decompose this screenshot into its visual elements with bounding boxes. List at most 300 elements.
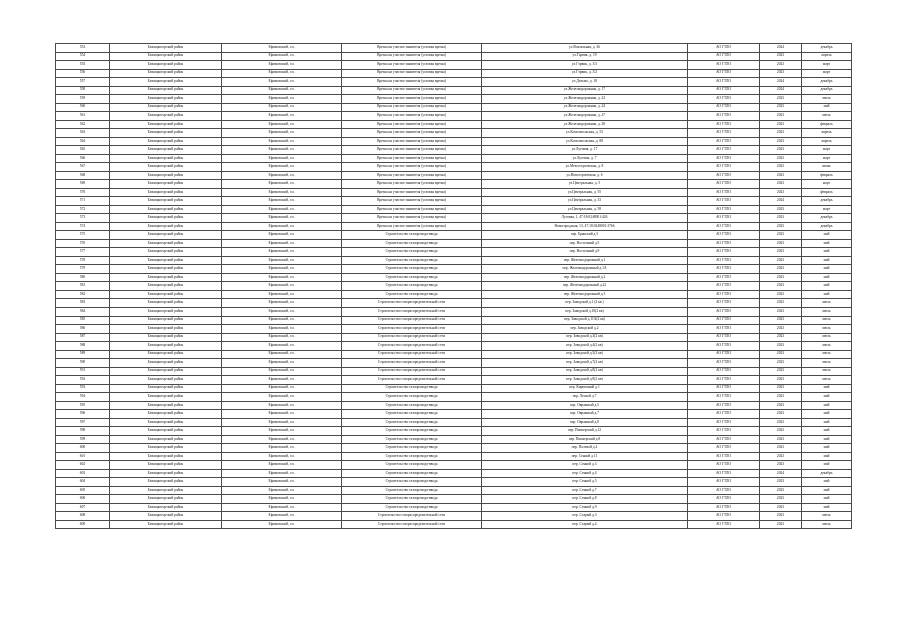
table-row [56, 376, 852, 385]
cell-district: Бежицкогорский район [110, 69, 222, 78]
table-row [56, 393, 852, 402]
cell-row-number: 605 [56, 486, 110, 495]
cell-month: июль [802, 359, 852, 368]
cell-year: 2023 [760, 180, 802, 189]
cell-district: Бежицкогорский район [110, 461, 222, 470]
cell-organization: АО ГТЛО [688, 214, 760, 223]
cell-year: 2023 [760, 120, 802, 129]
cell-address: ул.Гэрвик, д. 19 [482, 52, 688, 61]
table-row [56, 410, 852, 419]
cell-year: 2023 [760, 290, 802, 299]
cell-organization: АО ГТЛО [688, 299, 760, 308]
cell-address: пер. Овражный д.7 [482, 410, 688, 419]
cell-address: Луговая, 1, 47:18:0248001:426 [482, 214, 688, 223]
cell-settlement: Ефимовский, г.п. [222, 120, 342, 129]
cell-month: апрель [802, 137, 852, 146]
cell-district: Бежицкогорский район [110, 486, 222, 495]
cell-month: апрель [802, 52, 852, 61]
cell-month: март [802, 69, 852, 78]
table-body [56, 44, 852, 529]
cell-settlement: Ефимовский, г.п. [222, 103, 342, 112]
cell-year: 2024 [760, 197, 802, 206]
cell-month: февраль [802, 171, 852, 180]
table-row [56, 112, 852, 121]
cell-year: 2023 [760, 359, 802, 368]
cell-month: май [802, 103, 852, 112]
cell-district: Бежицкогорский район [110, 239, 222, 248]
cell-settlement: Ефимовский, г.п. [222, 512, 342, 521]
cell-settlement: Ефимовский, г.п. [222, 520, 342, 529]
cell-year: 2024 [760, 78, 802, 87]
cell-address: ул.Железнодорожная, д. 24 [482, 103, 688, 112]
cell-month: май [802, 486, 852, 495]
cell-month: июль [802, 367, 852, 376]
cell-row-number: 554 [56, 52, 110, 61]
cell-settlement: Ефимовский, г.п. [222, 248, 342, 257]
cell-district: Бежицкогорский район [110, 367, 222, 376]
cell-settlement: Ефимовский, г.п. [222, 469, 342, 478]
cell-work-type: Строительство газопровода-ввода [342, 461, 482, 470]
cell-work-type: Врезка на участке заявителя (угловая врезка) [342, 120, 482, 129]
cell-address: пер. Сенной д.9 [482, 503, 688, 512]
table-row [56, 299, 852, 308]
cell-organization: АО ГТЛО [688, 307, 760, 316]
table-row [56, 103, 852, 112]
cell-organization: АО ГТЛО [688, 461, 760, 470]
cell-work-type: Строительство газопровода-ввода [342, 248, 482, 257]
cell-work-type: Строительство газопровода-ввода [342, 384, 482, 393]
cell-settlement: Ефимовский, г.п. [222, 427, 342, 436]
cell-month: май [802, 435, 852, 444]
cell-settlement: Ефимовский, г.п. [222, 410, 342, 419]
table-row [56, 188, 852, 197]
cell-organization: АО ГТЛО [688, 520, 760, 529]
cell-month: февраль [802, 120, 852, 129]
cell-month: июль [802, 512, 852, 521]
cell-organization: АО ГТЛО [688, 478, 760, 487]
cell-organization: АО ГТЛО [688, 95, 760, 104]
cell-settlement: Ефимовский, г.п. [222, 61, 342, 70]
cell-district: Бежицкогорский район [110, 273, 222, 282]
cell-district: Бежицкогорский район [110, 248, 222, 257]
cell-settlement: Ефимовский, г.п. [222, 86, 342, 95]
cell-work-type: Строительство газопровода-ввода [342, 256, 482, 265]
cell-month: май [802, 290, 852, 299]
cell-month: май [802, 452, 852, 461]
cell-year: 2023 [760, 239, 802, 248]
cell-month: май [802, 427, 852, 436]
cell-row-number: 555 [56, 61, 110, 70]
cell-row-number: 570 [56, 188, 110, 197]
cell-district: Бежицкогорский район [110, 265, 222, 274]
cell-row-number: 573 [56, 214, 110, 223]
cell-month: декабрь [802, 86, 852, 95]
cell-month: май [802, 478, 852, 487]
cell-work-type: Строительство газопровода-ввода [342, 273, 482, 282]
cell-settlement: Ефимовский, г.п. [222, 307, 342, 316]
cell-row-number: 586 [56, 325, 110, 334]
cell-organization: АО ГТЛО [688, 435, 760, 444]
cell-address: пер. Сенной д.4 [482, 469, 688, 478]
cell-row-number: 606 [56, 495, 110, 504]
cell-month: декабрь [802, 214, 852, 223]
cell-month: май [802, 273, 852, 282]
cell-row-number: 572 [56, 205, 110, 214]
cell-work-type: Врезка на участке заявителя (угловая врезка) [342, 95, 482, 104]
cell-address: пер. Старый д.4 [482, 520, 688, 529]
cell-row-number: 595 [56, 401, 110, 410]
table-row [56, 520, 852, 529]
cell-work-type: Строительство газопровода-ввода [342, 239, 482, 248]
cell-row-number: 581 [56, 282, 110, 291]
cell-month: май [802, 265, 852, 274]
cell-year: 2023 [760, 171, 802, 180]
cell-year: 2023 [760, 146, 802, 155]
cell-settlement: Ефимовский, г.п. [222, 265, 342, 274]
cell-settlement: Ефимовский, г.п. [222, 112, 342, 121]
cell-settlement: Ефимовский, г.п. [222, 282, 342, 291]
cell-settlement: Ефимовский, г.п. [222, 367, 342, 376]
cell-year: 2023 [760, 486, 802, 495]
cell-year: 2023 [760, 222, 802, 231]
cell-row-number: 556 [56, 69, 110, 78]
table-row [56, 61, 852, 70]
cell-row-number: 598 [56, 427, 110, 436]
cell-row-number: 592 [56, 376, 110, 385]
cell-row-number: 601 [56, 452, 110, 461]
table-row [56, 129, 852, 138]
table-row [56, 163, 852, 172]
cell-row-number: 584 [56, 307, 110, 316]
cell-month: май [802, 282, 852, 291]
cell-month: май [802, 248, 852, 257]
cell-district: Бежицкогорский район [110, 103, 222, 112]
cell-work-type: Врезка на участке заявителя (угловая врезка) [342, 86, 482, 95]
cell-district: Бежицкогорский район [110, 435, 222, 444]
cell-month: май [802, 401, 852, 410]
cell-organization: АО ГТЛО [688, 325, 760, 334]
cell-organization: АО ГТЛО [688, 120, 760, 129]
cell-month: июль [802, 316, 852, 325]
cell-year: 2023 [760, 342, 802, 351]
cell-organization: АО ГТЛО [688, 197, 760, 206]
cell-row-number: 582 [56, 290, 110, 299]
cell-year: 2024 [760, 469, 802, 478]
cell-address: ул.Дельмо, д. 18 [482, 78, 688, 87]
cell-row-number: 566 [56, 154, 110, 163]
cell-organization: АО ГТЛО [688, 452, 760, 461]
cell-work-type: Врезка на участке заявителя (угловая врезка) [342, 222, 482, 231]
cell-month: декабрь [802, 78, 852, 87]
cell-year: 2023 [760, 435, 802, 444]
cell-settlement: Ефимовский, г.п. [222, 350, 342, 359]
cell-year: 2023 [760, 163, 802, 172]
cell-settlement: Ефимовский, г.п. [222, 290, 342, 299]
cell-row-number: 590 [56, 359, 110, 368]
cell-year: 2023 [760, 256, 802, 265]
cell-month: июль [802, 307, 852, 316]
cell-work-type: Строительство газораспределительной сети [342, 512, 482, 521]
table-row [56, 418, 852, 427]
cell-row-number: 561 [56, 112, 110, 121]
cell-settlement: Ефимовский, г.п. [222, 52, 342, 61]
cell-month: май [802, 239, 852, 248]
table-row [56, 146, 852, 155]
cell-work-type: Врезка на участке заявителя (угловая врезка) [342, 78, 482, 87]
cell-row-number: 602 [56, 461, 110, 470]
cell-work-type: Строительство газопровода-ввода [342, 393, 482, 402]
cell-work-type: Врезка на участке заявителя (угловая врезка) [342, 69, 482, 78]
cell-address: пер. Сенной д.5 [482, 478, 688, 487]
cell-year: 2023 [760, 503, 802, 512]
cell-month: декабрь [802, 222, 852, 231]
cell-year: 2023 [760, 410, 802, 419]
cell-settlement: Ефимовский, г.п. [222, 333, 342, 342]
cell-work-type: Врезка на участке заявителя (угловая врезка) [342, 154, 482, 163]
cell-work-type: Строительство газораспределительной сети [342, 367, 482, 376]
cell-settlement: Ефимовский, г.п. [222, 137, 342, 146]
cell-address: пер. Железнодорожный д.22 [482, 282, 688, 291]
cell-year: 2024 [760, 86, 802, 95]
cell-address: ул.Вокзальная, д. 36 [482, 44, 688, 53]
cell-organization: АО ГТЛО [688, 188, 760, 197]
cell-row-number: 607 [56, 503, 110, 512]
cell-district: Бежицкогорский район [110, 205, 222, 214]
cell-organization: АО ГТЛО [688, 171, 760, 180]
cell-address: ул.Комсомольская, д. 88 [482, 137, 688, 146]
cell-work-type: Строительство газопровода-ввода [342, 265, 482, 274]
cell-row-number: 597 [56, 418, 110, 427]
cell-address: пер. Сенной д.8 [482, 495, 688, 504]
cell-address: пер. Пионерский д.12 [482, 427, 688, 436]
cell-district: Бежицкогорский район [110, 290, 222, 299]
cell-work-type: Врезка на участке заявителя (угловая врезка) [342, 205, 482, 214]
cell-district: Бежицкогорский район [110, 214, 222, 223]
table-row [56, 273, 852, 282]
table-row [56, 469, 852, 478]
table-row [56, 495, 852, 504]
cell-district: Бежицкогорский район [110, 78, 222, 87]
cell-organization: АО ГТЛО [688, 129, 760, 138]
table-row [56, 478, 852, 487]
cell-month: май [802, 461, 852, 470]
cell-district: Бежицкогорский район [110, 359, 222, 368]
cell-organization: АО ГТЛО [688, 495, 760, 504]
cell-year: 2023 [760, 520, 802, 529]
table-row [56, 256, 852, 265]
cell-organization: АО ГТЛО [688, 256, 760, 265]
cell-district: Бежицкогорский район [110, 410, 222, 419]
cell-district: Бежицкогорский район [110, 452, 222, 461]
table-row [56, 333, 852, 342]
cell-year: 2023 [760, 316, 802, 325]
cell-organization: АО ГТЛО [688, 112, 760, 121]
cell-address: пер. Железнодорожный д.2 [482, 273, 688, 282]
cell-settlement: Ефимовский, г.п. [222, 376, 342, 385]
table-row [56, 307, 852, 316]
cell-row-number: 599 [56, 435, 110, 444]
cell-month: июль [802, 520, 852, 529]
cell-row-number: 575 [56, 231, 110, 240]
cell-work-type: Строительство газопровода-ввода [342, 418, 482, 427]
cell-work-type: Строительство газораспределительной сети [342, 359, 482, 368]
cell-district: Бежицкогорский район [110, 503, 222, 512]
cell-month: июль [802, 342, 852, 351]
cell-work-type: Врезка на участке заявителя (угловая врезка) [342, 137, 482, 146]
cell-district: Бежицкогорский район [110, 307, 222, 316]
table-row [56, 290, 852, 299]
cell-address: Новогородская, 13, 47:18:0248001:3766 [482, 222, 688, 231]
cell-organization: АО ГТЛО [688, 86, 760, 95]
cell-settlement: Ефимовский, г.п. [222, 197, 342, 206]
table-row [56, 367, 852, 376]
cell-month: декабрь [802, 197, 852, 206]
cell-work-type: Врезка на участке заявителя (угловая врезка) [342, 52, 482, 61]
cell-settlement: Ефимовский, г.п. [222, 325, 342, 334]
cell-organization: АО ГТЛО [688, 486, 760, 495]
cell-district: Бежицкогорский район [110, 520, 222, 529]
cell-year: 2023 [760, 307, 802, 316]
cell-address: ул.Новостроевская, д. 6 [482, 171, 688, 180]
cell-organization: АО ГТЛО [688, 359, 760, 368]
cell-year: 2023 [760, 248, 802, 257]
table-row [56, 214, 852, 223]
cell-year: 2023 [760, 214, 802, 223]
cell-row-number: 574 [56, 222, 110, 231]
cell-work-type: Строительство газопровода-ввода [342, 452, 482, 461]
cell-organization: АО ГТЛО [688, 393, 760, 402]
cell-settlement: Ефимовский, г.п. [222, 129, 342, 138]
cell-district: Бежицкогорский район [110, 427, 222, 436]
cell-settlement: Ефимовский, г.п. [222, 171, 342, 180]
cell-district: Бежицкогорский район [110, 316, 222, 325]
cell-district: Бежицкогорский район [110, 171, 222, 180]
cell-address: ул.Гэрвик, д. 3/3 [482, 61, 688, 70]
cell-address: пер. Овражный д.8 [482, 418, 688, 427]
cell-year: 2023 [760, 265, 802, 274]
cell-settlement: Ефимовский, г.п. [222, 478, 342, 487]
cell-settlement: Ефимовский, г.п. [222, 214, 342, 223]
cell-district: Бежицкогорский район [110, 180, 222, 189]
cell-district: Бежицкогорский район [110, 52, 222, 61]
cell-year: 2023 [760, 299, 802, 308]
table-row [56, 95, 852, 104]
cell-year: 2023 [760, 273, 802, 282]
cell-row-number: 565 [56, 146, 110, 155]
cell-address: ул.Железнодорожная, д. 28 [482, 120, 688, 129]
table-row [56, 197, 852, 206]
cell-year: 2023 [760, 384, 802, 393]
cell-district: Бежицкогорский район [110, 444, 222, 453]
cell-address: пер. Старый д.3 [482, 512, 688, 521]
cell-organization: АО ГТЛО [688, 103, 760, 112]
table-row [56, 222, 852, 231]
cell-address: пер. Сенной д.11 [482, 452, 688, 461]
cell-month: декабрь [802, 469, 852, 478]
cell-year: 2023 [760, 350, 802, 359]
cell-settlement: Ефимовский, г.п. [222, 44, 342, 53]
cell-address: пер. Железнодорожный д.1 [482, 256, 688, 265]
cell-district: Бежицкогорский район [110, 188, 222, 197]
cell-month: апрель [802, 129, 852, 138]
cell-organization: АО ГТЛО [688, 222, 760, 231]
cell-row-number: 609 [56, 520, 110, 529]
cell-work-type: Врезка на участке заявителя (угловая врезка) [342, 146, 482, 155]
cell-district: Бежицкогорский район [110, 512, 222, 521]
cell-organization: АО ГТЛО [688, 180, 760, 189]
cell-settlement: Ефимовский, г.п. [222, 418, 342, 427]
cell-year: 2023 [760, 495, 802, 504]
cell-month: май [802, 393, 852, 402]
cell-district: Бежицкогорский район [110, 61, 222, 70]
cell-settlement: Ефимовский, г.п. [222, 95, 342, 104]
cell-year: 2023 [760, 137, 802, 146]
cell-district: Бежицкогорский район [110, 256, 222, 265]
cell-organization: АО ГТЛО [688, 290, 760, 299]
schedule-table [55, 43, 852, 529]
table-row [56, 248, 852, 257]
cell-address: пер. Заводской д.2 [482, 325, 688, 334]
cell-settlement: Ефимовский, г.п. [222, 452, 342, 461]
cell-address: ул.Луговая, д. 7 [482, 154, 688, 163]
cell-work-type: Строительство газопровода-ввода [342, 410, 482, 419]
cell-work-type: Врезка на участке заявителя (угловая врезка) [342, 112, 482, 121]
cell-work-type: Строительство газопровода-ввода [342, 290, 482, 299]
cell-district: Бежицкогорский район [110, 376, 222, 385]
table-row [56, 265, 852, 274]
table-row [56, 44, 852, 53]
cell-row-number: 577 [56, 248, 110, 257]
cell-address: ул.Центральная, д. 55 [482, 188, 688, 197]
cell-row-number: 593 [56, 384, 110, 393]
cell-year: 2023 [760, 154, 802, 163]
cell-month: июль [802, 95, 852, 104]
cell-settlement: Ефимовский, г.п. [222, 393, 342, 402]
cell-work-type: Строительство газопровода-ввода [342, 503, 482, 512]
cell-work-type: Врезка на участке заявителя (угловая врезка) [342, 44, 482, 53]
cell-district: Бежицкогорский район [110, 154, 222, 163]
table-row [56, 120, 852, 129]
cell-address: пер. Овражный д.5 [482, 401, 688, 410]
table-row [56, 435, 852, 444]
cell-year: 2023 [760, 418, 802, 427]
cell-district: Бежицкогорский район [110, 120, 222, 129]
cell-organization: АО ГТЛО [688, 146, 760, 155]
cell-settlement: Ефимовский, г.п. [222, 69, 342, 78]
cell-district: Бежицкогорский район [110, 393, 222, 402]
cell-settlement: Ефимовский, г.п. [222, 435, 342, 444]
cell-year: 2023 [760, 333, 802, 342]
cell-year: 2024 [760, 44, 802, 53]
cell-district: Бежицкогорский район [110, 129, 222, 138]
cell-address: пер. Заводской д.1 (2 кв.) [482, 299, 688, 308]
cell-settlement: Ефимовский, г.п. [222, 231, 342, 240]
cell-address: пер. Сенной д.3 [482, 461, 688, 470]
table-row [56, 52, 852, 61]
cell-organization: АО ГТЛО [688, 384, 760, 393]
cell-year: 2023 [760, 188, 802, 197]
cell-month: май [802, 231, 852, 240]
cell-month: май [802, 418, 852, 427]
cell-organization: АО ГТЛО [688, 444, 760, 453]
cell-district: Бежицкогорский район [110, 401, 222, 410]
cell-work-type: Строительство газопровода-ввода [342, 469, 482, 478]
cell-work-type: Строительство газораспределительной сети [342, 520, 482, 529]
cell-row-number: 564 [56, 137, 110, 146]
table-row [56, 316, 852, 325]
cell-row-number: 583 [56, 299, 110, 308]
cell-month: июль [802, 376, 852, 385]
